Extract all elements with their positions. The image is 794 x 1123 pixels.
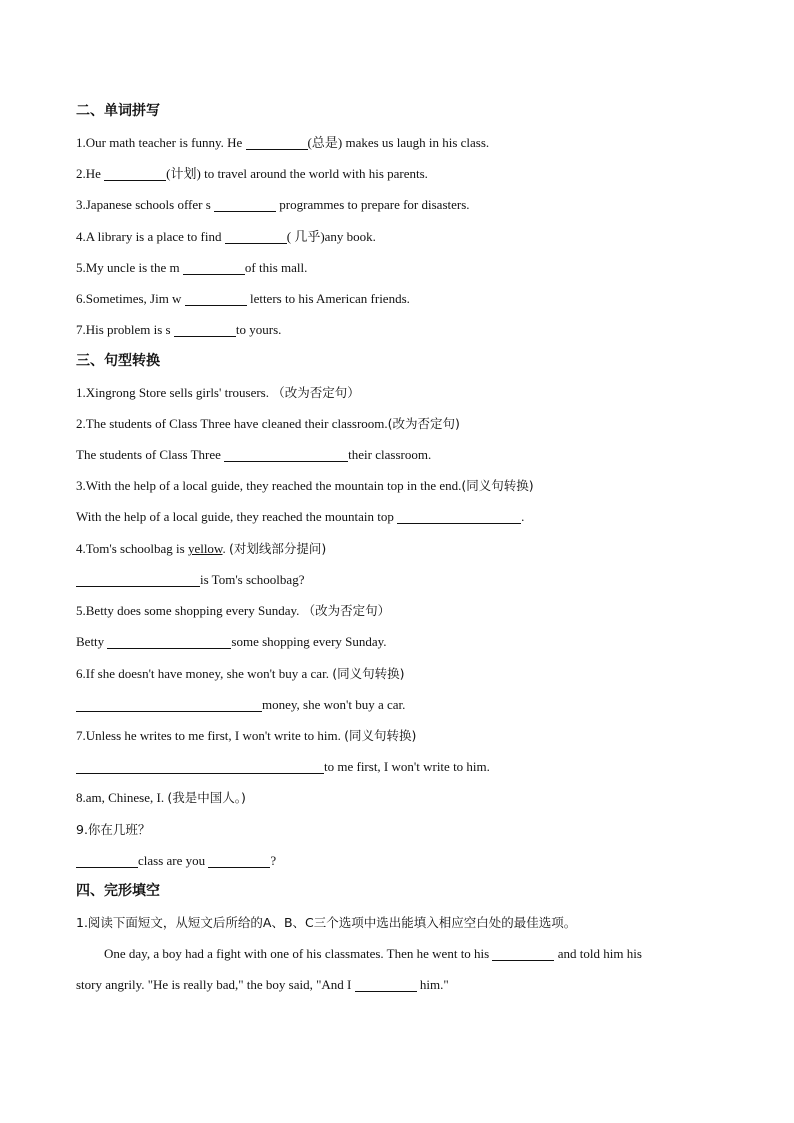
answer-line-3-6 xyxy=(76,695,718,715)
question-text: 1.Xingrong Store sells girls' trousers. xyxy=(76,385,273,400)
question-3-6 xyxy=(76,664,718,684)
answer-text: . xyxy=(521,509,525,524)
answer-blank[interactable] xyxy=(174,322,236,337)
answer-text: their classroom. xyxy=(348,447,432,462)
question-2-7 xyxy=(76,320,718,340)
answer-blank[interactable] xyxy=(355,977,417,992)
cloze-paragraph-line-2 xyxy=(76,975,718,995)
instruction-note: （改为否定句） xyxy=(272,385,360,400)
question-3-8 xyxy=(76,788,718,808)
answer-text: is Tom's schoolbag? xyxy=(200,572,305,587)
question-3-3 xyxy=(76,476,718,496)
question-text: 6.Sometimes, Jim w xyxy=(76,291,185,306)
answer-line-3-4 xyxy=(76,570,718,590)
answer-text: to me first, I won't write to him. xyxy=(324,759,490,774)
question-text: to yours. xyxy=(235,322,282,337)
answer-line-3-2 xyxy=(76,445,718,465)
instruction-note: （改为否定句） xyxy=(302,603,391,618)
answer-blank[interactable] xyxy=(76,572,200,587)
question-3-4 xyxy=(76,539,718,559)
question-3-5 xyxy=(76,601,718,621)
cloze-paragraph-line-1 xyxy=(104,944,718,964)
question-text: 5.My uncle is the m xyxy=(76,260,183,275)
answer-blank[interactable] xyxy=(104,166,166,181)
section-heading-spelling: 二、单词拼写 xyxy=(76,103,160,119)
answer-line-3-7 xyxy=(76,757,718,777)
section-heading-cloze: 四、完形填空 xyxy=(76,883,160,899)
question-3-7 xyxy=(76,726,718,746)
question-text: 2.He xyxy=(76,166,105,181)
answer-text: class are you xyxy=(138,853,209,868)
answer-blank[interactable] xyxy=(214,197,276,212)
question-text: . xyxy=(222,541,229,556)
question-3-1 xyxy=(76,383,718,403)
answer-text: With the help of a local guide, they reached the mountain top xyxy=(76,509,398,524)
question-text: 3.With the help of a local guide, they reached the mountain top in the end. xyxy=(76,478,462,493)
passage-text: and told him his xyxy=(554,946,642,961)
passage-text: him." xyxy=(416,977,449,992)
question-2-1 xyxy=(76,133,718,153)
answer-blank[interactable] xyxy=(397,509,521,524)
question-text: 4.Tom's schoolbag is xyxy=(76,541,188,556)
answer-text: some shopping every Sunday. xyxy=(231,634,387,649)
answer-text: The students of Class Three xyxy=(76,447,225,462)
question-text: letters to his American friends. xyxy=(246,291,410,306)
answer-line-3-3 xyxy=(76,507,718,527)
question-3-2 xyxy=(76,414,718,434)
question-text: of this mall. xyxy=(244,260,308,275)
question-text: 8.am, Chinese, I. xyxy=(76,790,168,805)
answer-line-3-5 xyxy=(76,632,718,652)
answer-blank[interactable] xyxy=(183,260,245,275)
question-text: (总是) makes us laugh in his class. xyxy=(307,135,490,150)
instruction-note: (对划线部分提问) xyxy=(228,541,327,556)
question-text: programmes to prepare for disasters. xyxy=(276,197,470,212)
question-2-4 xyxy=(76,227,718,247)
question-2-6 xyxy=(76,289,718,309)
passage-text: story angrily. "He is really bad," the boy said, "And I xyxy=(76,977,355,992)
answer-blank[interactable] xyxy=(208,853,270,868)
question-text: (计划) to travel around the world with his parents. xyxy=(166,166,428,181)
instruction-note: (我是中国人。) xyxy=(167,790,246,805)
question-text: 3.Japanese schools offer s xyxy=(76,197,215,212)
question-2-3 xyxy=(76,195,718,215)
instruction-note: (改为否定句) xyxy=(387,416,460,431)
underlined-word: yellow xyxy=(187,541,223,556)
passage-text: One day, a boy had a fight with one of his classmates. Then he went to his xyxy=(104,946,493,961)
instruction-note: (同义句转换) xyxy=(332,666,405,681)
answer-blank[interactable] xyxy=(76,759,324,774)
question-text: 7.Unless he writes to me first, I won't write to him. xyxy=(76,728,345,743)
answer-line-3-9 xyxy=(76,851,718,871)
answer-text: money, she won't buy a car. xyxy=(262,697,406,712)
answer-blank[interactable] xyxy=(225,229,287,244)
answer-text: ? xyxy=(270,853,277,868)
answer-blank[interactable] xyxy=(76,853,138,868)
question-text: ( 几乎)any book. xyxy=(286,229,376,244)
question-text: 7.His problem is s xyxy=(76,322,174,337)
question-text: 2.The students of Class Three have cleaned their classroom. xyxy=(76,416,388,431)
question-2-2 xyxy=(76,164,718,184)
answer-blank[interactable] xyxy=(185,291,247,306)
cloze-instruction: 1.阅读下面短文，从短文后所给的A、B、C三个选项中选出能填入相应空白处的最佳选项。 xyxy=(76,915,577,930)
question-text: 4.A library is a place to find xyxy=(76,229,225,244)
section-heading-sentence-transform: 三、句型转换 xyxy=(76,353,160,369)
question-2-5 xyxy=(76,258,718,278)
instruction-note: (同义句转换) xyxy=(461,478,534,493)
question-text: 5.Betty does some shopping every Sunday. xyxy=(76,603,303,618)
answer-text: Betty xyxy=(76,634,108,649)
instruction-note: (同义句转换) xyxy=(344,728,417,743)
question-text: 9.你在几班？ xyxy=(76,822,151,837)
answer-blank[interactable] xyxy=(246,135,308,150)
answer-blank[interactable] xyxy=(224,447,348,462)
answer-blank[interactable] xyxy=(76,697,262,712)
answer-blank[interactable] xyxy=(492,946,554,961)
question-text: 1.Our math teacher is funny. He xyxy=(76,135,246,150)
question-text: 6.If she doesn't have money, she won't buy a car. xyxy=(76,666,333,681)
answer-blank[interactable] xyxy=(107,634,231,649)
question-3-9 xyxy=(76,820,718,840)
